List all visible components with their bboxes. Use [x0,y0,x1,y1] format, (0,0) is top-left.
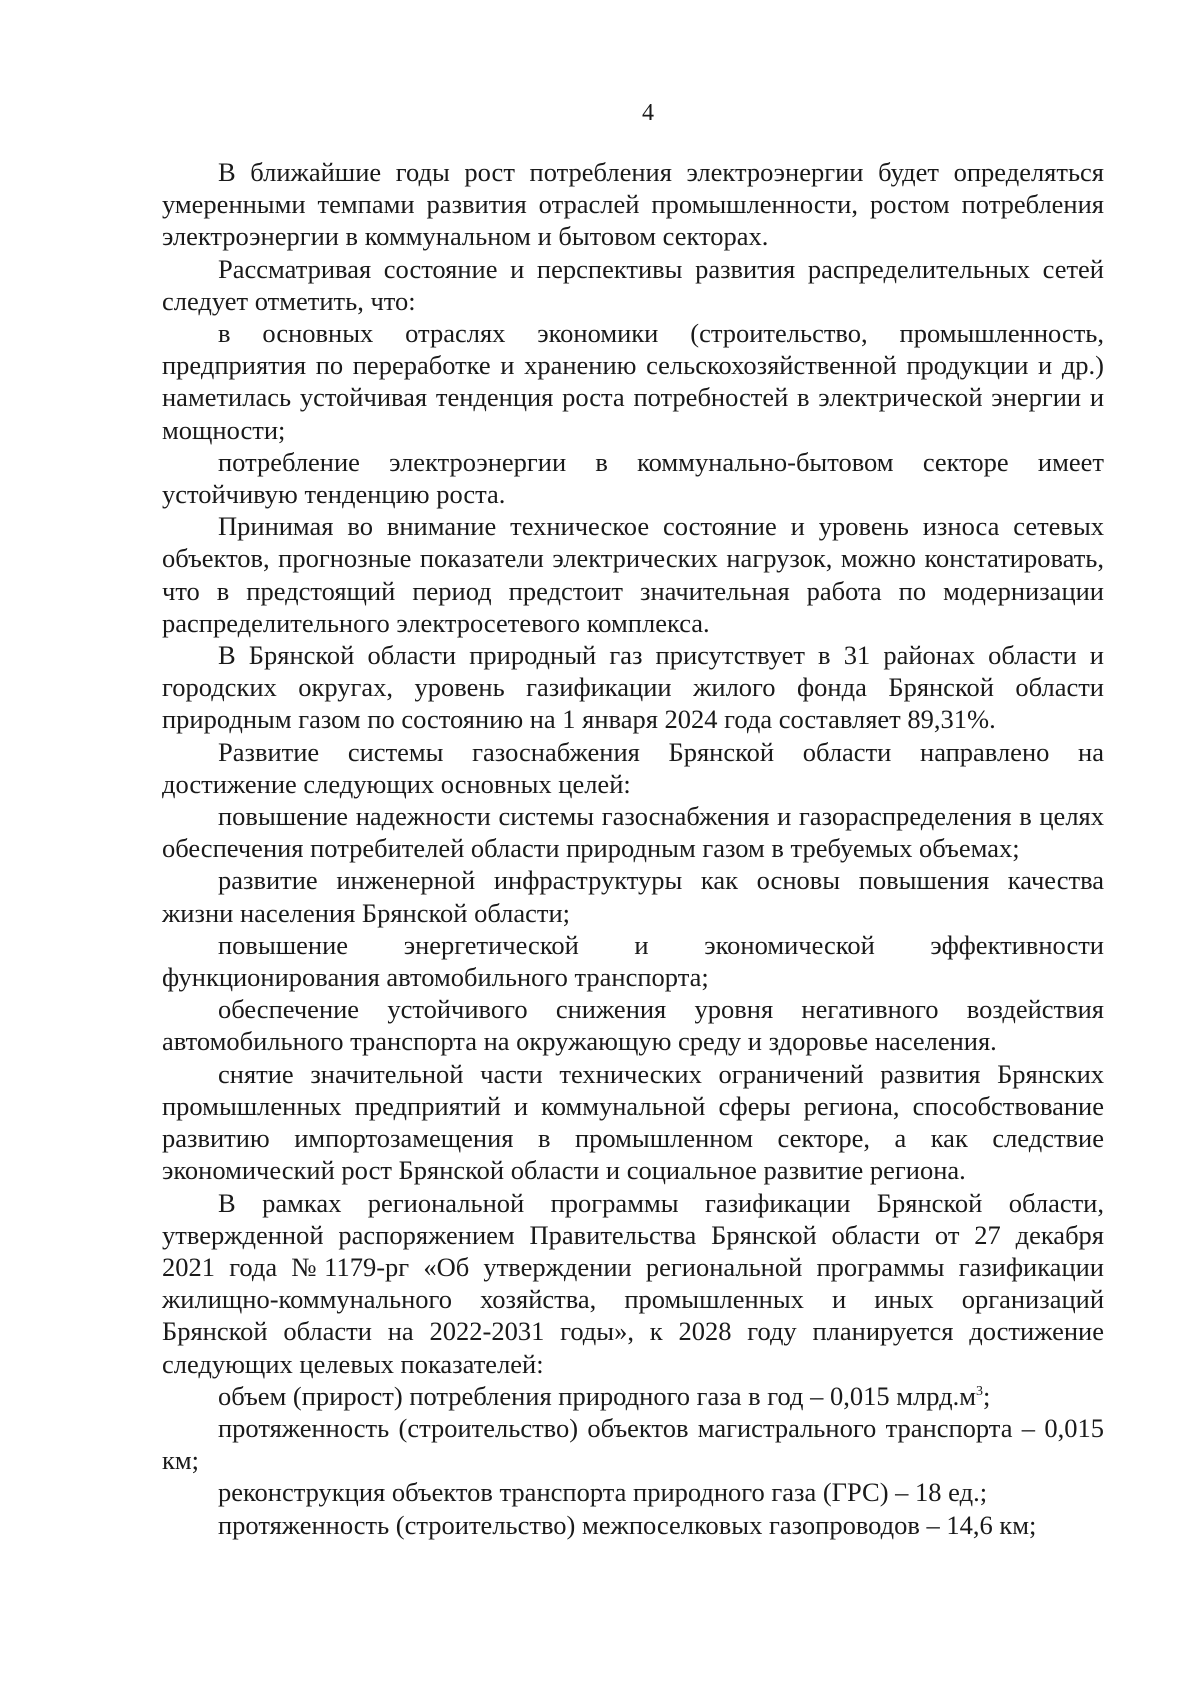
indicator-gas-volume-text: объем (прирост) потребления природного газа в год – 0,015 млрд.м [218,1380,976,1411]
paragraph-regional-program: В рамках региональной программы газификации Брянской области, утвержденной распоряжением Правительства Брянской области от 27 декабря 2021 года №1179-рг «Об утверждении региональной программы газификации жилищно-коммунального хозяйства, промышленных и иных организаций Брянской области на 2022-2031 годы», к 2028 году планируется достижение следующих целевых показателей: [162,1187,1104,1379]
page-number: 4 [642,100,654,126]
paragraph-economy-sectors: в основных отраслях экономики (строительство, промышленность, предприятия по переработке и хранению сельскохозяйственной продукции и др.) наметилась устойчивая тенденция роста потребностей в электрической энергии и мощности; [162,318,1104,445]
document-body [162,156,1104,1541]
cubic-superscript: 3 [975,1383,983,1399]
paragraph-goal-transport-efficiency: повышение энергетической и экономической эффективности функционирования автомобильного транспорта; [162,929,1104,993]
paragraph-gasification-level: В Брянской области природный газ присутствует в 31 районах области и городских округах, уровень газификации жилого фонда Брянской области природным газом по состоянию на 1 января 2024 года составляет 89,31%. [162,640,1104,735]
paragraph-electricity-growth: В ближайшие годы рост потребления электроэнергии будет определяться умеренными темпами развития отраслей промышленности, ростом потребления электроэнергии в коммунальном и бытовом секторах. [162,157,1104,252]
indicator-intersettlement-pipelines: протяженность (строительство) межпоселковых газопроводов – 14,6 км; [218,1509,1037,1540]
paragraph-household-consumption: потребление электроэнергии в коммунально-бытовом секторе имеет устойчивую тенденцию роста. [162,446,1104,510]
paragraph-goal-reliability: повышение надежности системы газоснабжения и газораспределения в целях обеспечения потребителей области природным газом в требуемых объемах; [162,801,1104,864]
paragraph-goal-environment: обеспечение устойчивого снижения уровня негативного воздействия автомобильного транспорта на окружающую среду и здоровье населения. [162,994,1104,1057]
paragraph-distribution-networks: Рассматривая состояние и перспективы развития распределительных сетей следует отметить, что: [162,253,1104,316]
indicator-grs-reconstruction: реконструкция объектов транспорта природного газа (ГРС) – 18 ед.; [218,1477,988,1508]
indicator-gas-volume [162,1380,1104,1412]
paragraph-gas-supply-goals: Развитие системы газоснабжения Брянской области направлено на достижение следующих основных целей: [162,736,1104,799]
indicator-main-transport-length: протяженность (строительство) объектов магистрального транспорта – 0,015 км; [162,1412,1104,1476]
paragraph-goal-restrictions: снятие значительной части технических ограничений развития Брянских промышленных предприятий и коммунальной сферы региона, способствование развитию импортозамещения в промышленном секторе, а как следствие экономический рост Брянской области и социальное развитие региона. [162,1058,1104,1186]
paragraph-goal-infrastructure: развитие инженерной инфраструктуры как основы повышения качества жизни населения Брянской области; [162,865,1104,928]
indicator-gas-volume-suffix: ; [982,1380,991,1411]
paragraph-network-modernization: Принимая во внимание техническое состояние и уровень износа сетевых объектов, прогнозные показатели электрических нагрузок, можно констатировать, что в предстоящий период предстоит значительная работа по модернизации распределительного электросетевого комплекса. [162,511,1104,638]
